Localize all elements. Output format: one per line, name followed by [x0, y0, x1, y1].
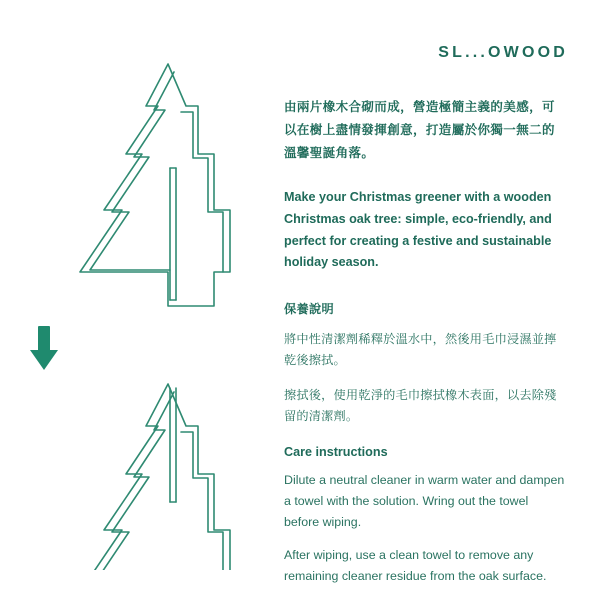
down-arrow-icon	[30, 326, 58, 370]
en-care-paragraph-1: Dilute a neutral cleaner in warm water and dampen a towel with the solution. Wring out the towel before wiping.	[284, 472, 565, 529]
brand-logo: SL...OWOOD	[438, 44, 568, 61]
zh-care-paragraph-2: 擦拭後，使用乾淨的毛巾擦拭橡木表面，以去除殘留的清潔劑。	[284, 387, 557, 423]
tree-piece-upper	[80, 64, 230, 306]
tree-illustration	[18, 50, 268, 570]
zh-intro-paragraph: 由兩片橡木合砌而成，營造極簡主義的美感，可以在樹上盡情發揮創意，打造屬於你獨一無二的溫馨聖誕角落。	[284, 100, 555, 161]
zh-care-paragraph-1: 將中性清潔劑稀釋於溫水中，然後用毛巾浸濕並擰乾後擦拭。	[284, 332, 557, 367]
tree-piece-lower	[80, 384, 230, 570]
zh-care-heading: 保養說明	[284, 302, 334, 316]
en-care-heading: Care instructions	[284, 444, 388, 459]
text-column	[284, 96, 566, 600]
en-care-paragraph-2: After wiping, use a clean towel to remove any remaining cleaner residue from the oak surface.	[284, 548, 547, 584]
en-intro-paragraph: Make your Christmas greener with a wooden Christmas oak tree: simple, eco-friendly, and perfect for creating a festive and sustainable holiday season.	[284, 190, 552, 270]
